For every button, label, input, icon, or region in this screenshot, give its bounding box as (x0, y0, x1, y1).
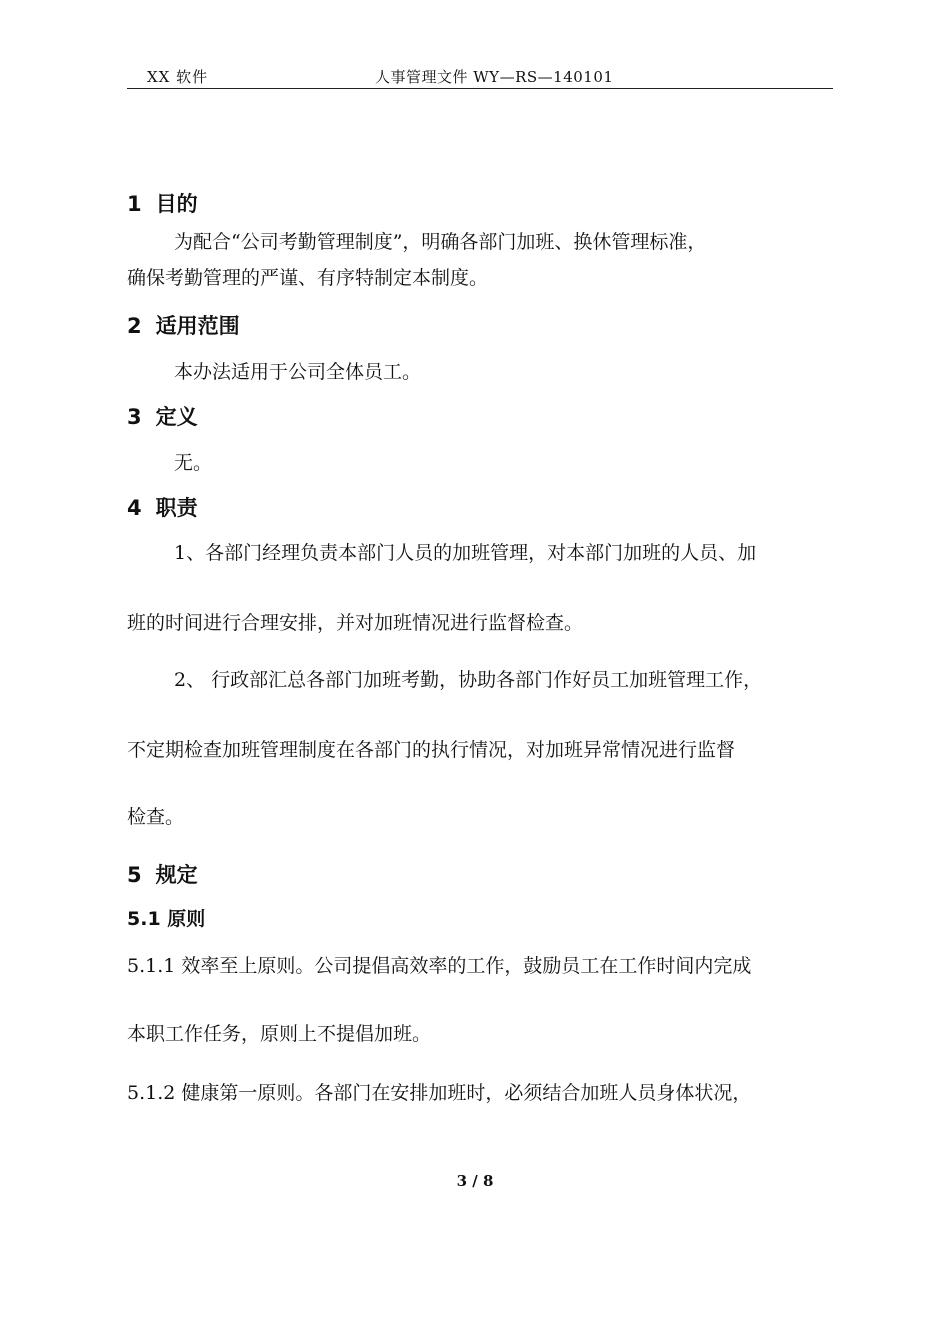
section-title: 规定 (155, 863, 198, 887)
rule-5-1-1-line-2: 本职工作任务，原则上不提倡加班。 (127, 1023, 432, 1045)
section-number: 2 (127, 314, 142, 338)
section-1-paragraph-line-1: 为配合“公司考勤管理制度”，明确各部门加班、换休管理标准， (174, 231, 707, 253)
section-number: 1 (127, 192, 142, 216)
section-2-heading (127, 310, 240, 340)
section-3-heading (127, 401, 198, 431)
section-title: 适用范围 (155, 314, 240, 338)
section-3-paragraph: 无。 (174, 452, 213, 474)
section-4-item-2-line-2: 不定期检查加班管理制度在各部门的执行情况，对加班异常情况进行监督 (127, 739, 736, 761)
rule-5-1-1-line-1: 5.1.1 效率至上原则。公司提倡高效率的工作，鼓励员工在工作时间内完成 (127, 955, 752, 977)
section-title: 职责 (155, 496, 198, 520)
section-5-heading (127, 859, 198, 889)
section-4-item-2-line-1: 2、 行政部汇总各部门加班考勤，协助各部门作好员工加班管理工作， (174, 669, 763, 691)
section-1-heading (127, 188, 198, 218)
section-4-item-2-line-3: 检查。 (127, 806, 185, 828)
header-doc-title: 人事管理文件 WY—RS—140101 (375, 68, 614, 86)
section-2-paragraph: 本办法适用于公司全体员工。 (174, 361, 422, 383)
header-company: XX 软件 (147, 68, 209, 86)
section-5-1-heading: 5.1 原则 (127, 908, 206, 930)
page-number: 3 / 8 (456, 1172, 494, 1190)
section-number: 5 (127, 863, 142, 887)
section-1-paragraph-line-2: 确保考勤管理的严谨、有序特制定本制度。 (127, 267, 489, 289)
rule-5-1-2-line-1: 5.1.2 健康第一原则。各部门在安排加班时，必须结合加班人员身体状况， (127, 1082, 752, 1104)
section-4-item-1-line-2: 班的时间进行合理安排，并对加班情况进行监督检查。 (127, 612, 584, 634)
section-number: 3 (127, 405, 142, 429)
page-header (127, 66, 833, 89)
section-title: 定义 (155, 405, 198, 429)
section-number: 4 (127, 496, 142, 520)
section-4-heading (127, 492, 198, 522)
section-4-item-1-line-1: 1、各部门经理负责本部门人员的加班管理，对本部门加班的人员、加 (174, 542, 757, 564)
section-title: 目的 (155, 192, 198, 216)
